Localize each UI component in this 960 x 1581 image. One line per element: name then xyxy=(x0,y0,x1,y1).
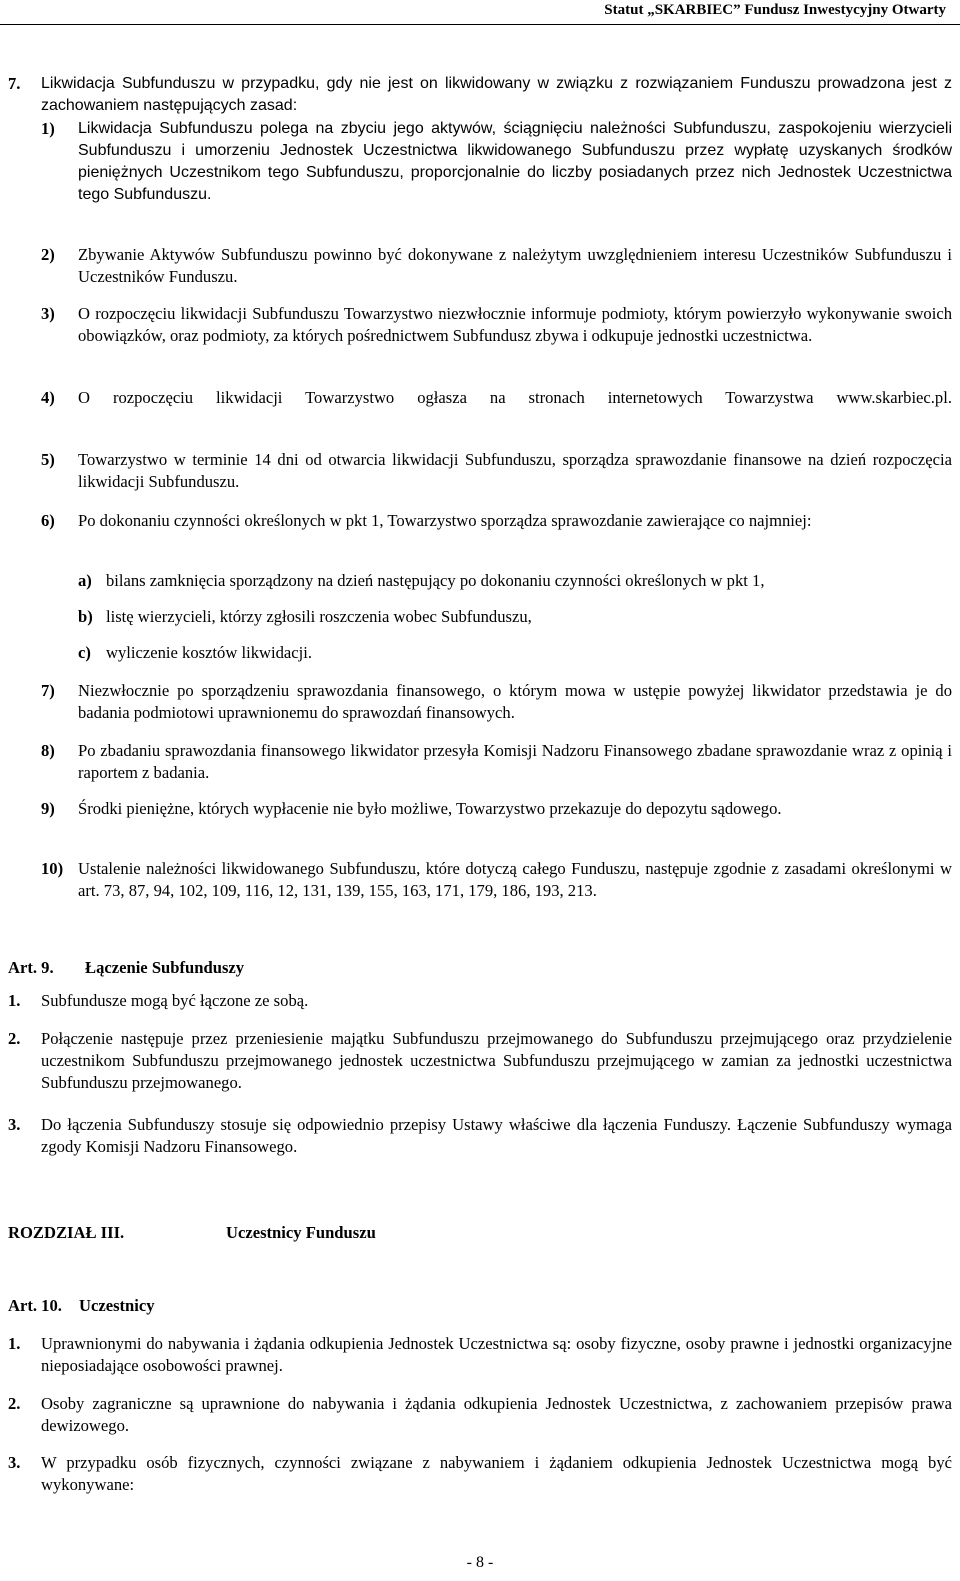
item-number: 1) xyxy=(41,119,55,138)
page-number: - 8 - xyxy=(466,1554,494,1571)
article-label: Art. 9. xyxy=(8,958,54,977)
article-item-number: 2. xyxy=(8,1394,21,1413)
item-number: 8) xyxy=(41,741,55,760)
subitem-text: bilans zamknięcia sporządzony na dzień następujący po dokonaniu czynności określonych w pkt 1, xyxy=(106,571,765,590)
item-number: 4) xyxy=(41,388,55,407)
item-text: Środki pieniężne, których wypłacenie nie było możliwe, Towarzystwo przekazuje do depozytu sądowego. xyxy=(78,799,782,818)
article-item-number: 1. xyxy=(8,1334,21,1353)
item-text: Ustalenie należności likwidowanego Subfunduszu, które dotyczą całego Funduszu, następuje zgodnie z zasadami określonymi w art. 73, 87, 94, 102, 109, 116, 12, 131, 139, 155, 163, 171, 179, 186, 193, 213. xyxy=(78,859,952,900)
article-title: Łączenie Subfunduszy xyxy=(85,958,245,977)
item-text: O rozpoczęciu likwidacji Subfunduszu Towarzystwo niezwłocznie informuje podmioty, którym powierzyło wykonywanie swoich obowiązków, oraz podmioty, za których pośrednictwem Subfundusz zbywa i odkupuje jednostki uczestnictwa. xyxy=(78,304,952,345)
item-text: Po zbadaniu sprawozdania finansowego likwidator przesyła Komisji Nadzoru Finansowego zbadane sprawozdanie wraz z opinią i raportem z badania. xyxy=(78,741,952,782)
article-item-number: 3. xyxy=(8,1453,21,1472)
item-text: Po dokonaniu czynności określonych w pkt 1, Towarzystwo sporządza sprawozdanie zawierające co najmniej: xyxy=(78,511,812,530)
article-item-text: Osoby zagraniczne są uprawnione do nabywania i żądania odkupienia Jednostek Uczestnictwa, z zachowaniem przepisów prawa dewizowego. xyxy=(41,1394,952,1435)
article-item-text: Uprawnionymi do nabywania i żądania odkupienia Jednostek Uczestnictwa są: osoby fizyczne, osoby prawne i jednostki organizacyjne nieposiadające osobowości prawnej. xyxy=(41,1334,952,1375)
subitem-text: wyliczenie kosztów likwidacji. xyxy=(106,643,312,662)
item-number: 10) xyxy=(41,859,64,878)
item-number: 6) xyxy=(41,511,55,530)
item-text: Towarzystwo w terminie 14 dni od otwarcia likwidacji Subfunduszu, sporządza sprawozdanie finansowe na dzień rozpoczęcia likwidacji Subfunduszu. xyxy=(78,450,952,491)
item-text: Likwidacja Subfunduszu polega na zbyciu jego aktywów, ściągnięciu należności Subfunduszu, zaspokojeniu wierzycieli Subfunduszu i umorzeniu Jednostek Uczestnictwa likwidowanego Subfunduszu przez wypłatę uzyskanych środków pieniężnych Uczestnikom tego Subfunduszu, proporcjonalnie do liczby posiadanych przez nich Jednostek Uczestnictwa tego Subfunduszu. xyxy=(78,120,952,203)
article-item-text: W przypadku osób fizycznych, czynności związane z nabywaniem i żądaniem odkupienia Jednostek Uczestnictwa mogą być wykonywane: xyxy=(41,1453,952,1494)
article-title: Uczestnicy xyxy=(79,1296,155,1315)
subitem-text: listę wierzycieli, którzy zgłosili roszczenia wobec Subfunduszu, xyxy=(106,607,532,626)
subitem-letter: a) xyxy=(78,571,92,590)
subitem-letter: c) xyxy=(78,643,91,662)
article-item-text: Połączenie następuje przez przeniesienie majątku Subfunduszu przejmowanego do Subfunduszu przejmującego oraz przydzielenie uczestnikom Subfunduszu przejmowanego jednostek uczestnictwa Subfunduszu przejmującego w zamian za jednostki uczestnictwa Subfunduszu przejmowanego. xyxy=(41,1029,952,1092)
item-number: 3) xyxy=(41,304,55,323)
subitem-letter: b) xyxy=(78,607,93,626)
article-label: Art. 10. xyxy=(8,1296,62,1315)
item-text-line: O rozpoczęciu likwidacji Towarzystwo ogłasza na stronach internetowych Towarzystwa www.skarbiec.pl. xyxy=(78,388,952,407)
article-item-number: 2. xyxy=(8,1029,21,1048)
item-number: 9) xyxy=(41,799,55,818)
running-header: Statut „SKARBIEC” Fundusz Inwestycyjny Otwarty xyxy=(0,0,960,25)
item-number: 5) xyxy=(41,450,55,469)
article-item-number: 3. xyxy=(8,1115,21,1134)
article-item-text: Subfundusze mogą być łączone ze sobą. xyxy=(41,991,309,1010)
article-item-text: Do łączenia Subfunduszy stosuje się odpowiednio przepisy Ustawy właściwe dla łączenia Funduszy. Łączenie Subfunduszy wymaga zgody Komisji Nadzoru Finansowego. xyxy=(41,1115,952,1156)
item-text: Zbywanie Aktywów Subfunduszu powinno być dokonywane z należytym uwzględnieniem interesu Uczestników Subfunduszu i Uczestników Funduszu. xyxy=(78,245,952,286)
item-number: 7) xyxy=(41,681,55,700)
section-intro: Likwidacja Subfunduszu w przypadku, gdy nie jest on likwidowany w związku z rozwiązaniem Funduszu prowadzona jest z zachowaniem następujących zasad: xyxy=(41,75,952,114)
item-text xyxy=(78,387,952,409)
item-number: 2) xyxy=(41,245,55,264)
item-text: Niezwłocznie po sporządzeniu sprawozdania finansowego, o którym mowa w ustępie powyżej likwidator przedstawia je do badania podmiotowi uprawnionemu do sprawozdań finansowych. xyxy=(78,681,952,722)
chapter-title: Uczestnicy Funduszu xyxy=(226,1223,376,1242)
chapter-label: ROZDZIAŁ III. xyxy=(8,1223,125,1242)
section-number: 7. xyxy=(8,74,21,93)
article-item-number: 1. xyxy=(8,991,21,1010)
